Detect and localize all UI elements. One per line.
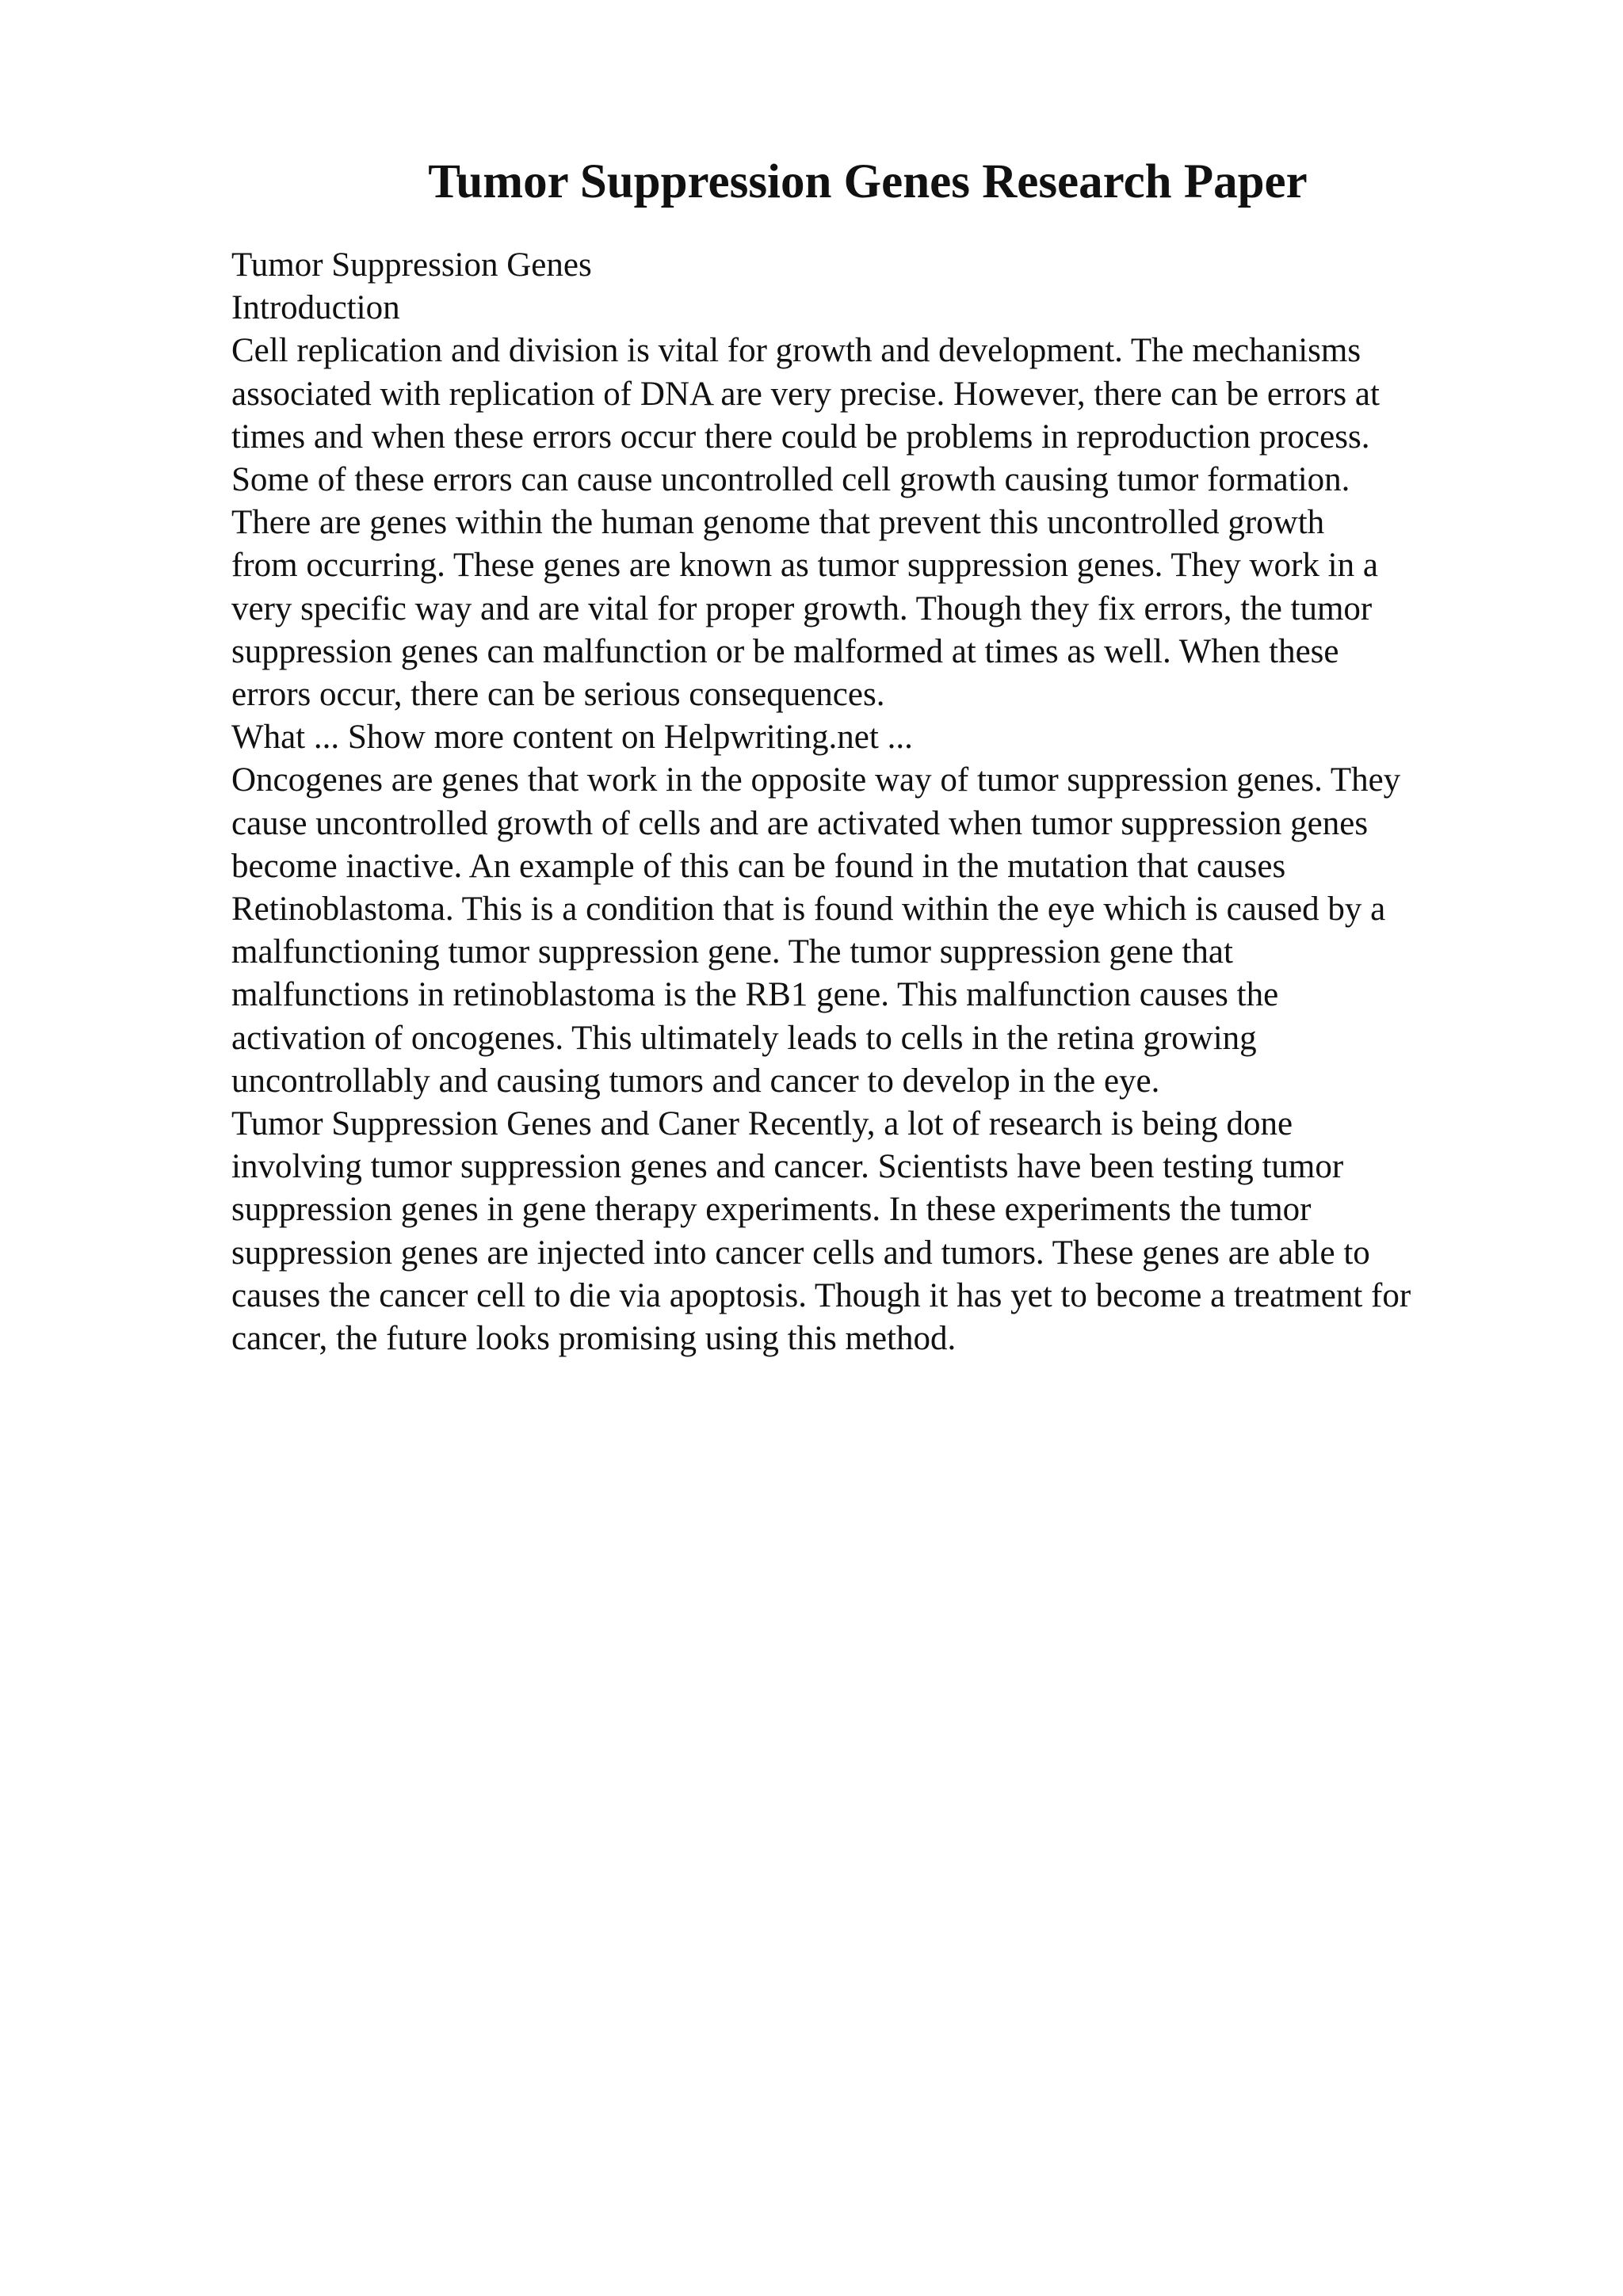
body-line: Some of these errors can cause uncontrolled cell growth causing tumor formation. (231, 461, 1350, 499)
body-line: errors occur, there can be serious consequences. (231, 676, 885, 714)
body-line: times and when these errors occur there could be problems in reproduction process. (231, 418, 1370, 456)
body-line: suppression genes are injected into cancer cells and tumors. These genes are able to (231, 1234, 1370, 1272)
body-line: suppression genes in gene therapy experiments. In these experiments the tumor (231, 1191, 1312, 1229)
body-line: malfunctioning tumor suppression gene. The tumor suppression gene that (231, 933, 1233, 971)
body-line: Cell replication and division is vital for growth and development. The mechanisms (231, 332, 1361, 370)
document-title: Tumor Suppression Genes Research Paper (428, 155, 1308, 208)
body-line: from occurring. These genes are known as tumor suppression genes. They work in a (231, 547, 1378, 585)
body-line: causes the cancer cell to die via apoptosis. Though it has yet to become a treatment for (231, 1276, 1411, 1314)
body-line: become inactive. An example of this can be found in the mutation that causes (231, 847, 1286, 885)
body-line: uncontrollably and causing tumors and cancer to develop in the eye. (231, 1062, 1160, 1100)
body-line: activation of oncogenes. This ultimately leads to cells in the retina growing (231, 1019, 1257, 1057)
body-line: very specific way and are vital for proper growth. Though they fix errors, the tumor (231, 589, 1373, 627)
body-line: Oncogenes are genes that work in the opposite way of tumor suppression genes. They (231, 761, 1401, 799)
body-line: suppression genes can malfunction or be malformed at times as well. When these (231, 632, 1339, 670)
document-body (231, 244, 1531, 1360)
body-line: cancer, the future looks promising using this method. (231, 1320, 957, 1358)
body-line: involving tumor suppression genes and cancer. Scientists have been testing tumor (231, 1148, 1344, 1186)
body-line: cause uncontrolled growth of cells and are activated when tumor suppression genes (231, 804, 1369, 842)
show-more-line: What ... Show more content on Helpwriting.net ... (231, 719, 913, 757)
body-line: There are genes within the human genome that prevent this uncontrolled growth (231, 504, 1325, 542)
body-line: associated with replication of DNA are very precise. However, there can be errors at (231, 375, 1380, 413)
subtitle-line: Tumor Suppression Genes (231, 246, 592, 284)
body-line: malfunctions in retinoblastoma is the RB1 gene. This malfunction causes the (231, 976, 1279, 1014)
body-line: Tumor Suppression Genes and Caner Recently, a lot of research is being done (231, 1105, 1293, 1143)
section-heading-introduction: Introduction (231, 289, 400, 327)
body-line: Retinoblastoma. This is a condition that is found within the eye which is caused by a (231, 891, 1386, 929)
